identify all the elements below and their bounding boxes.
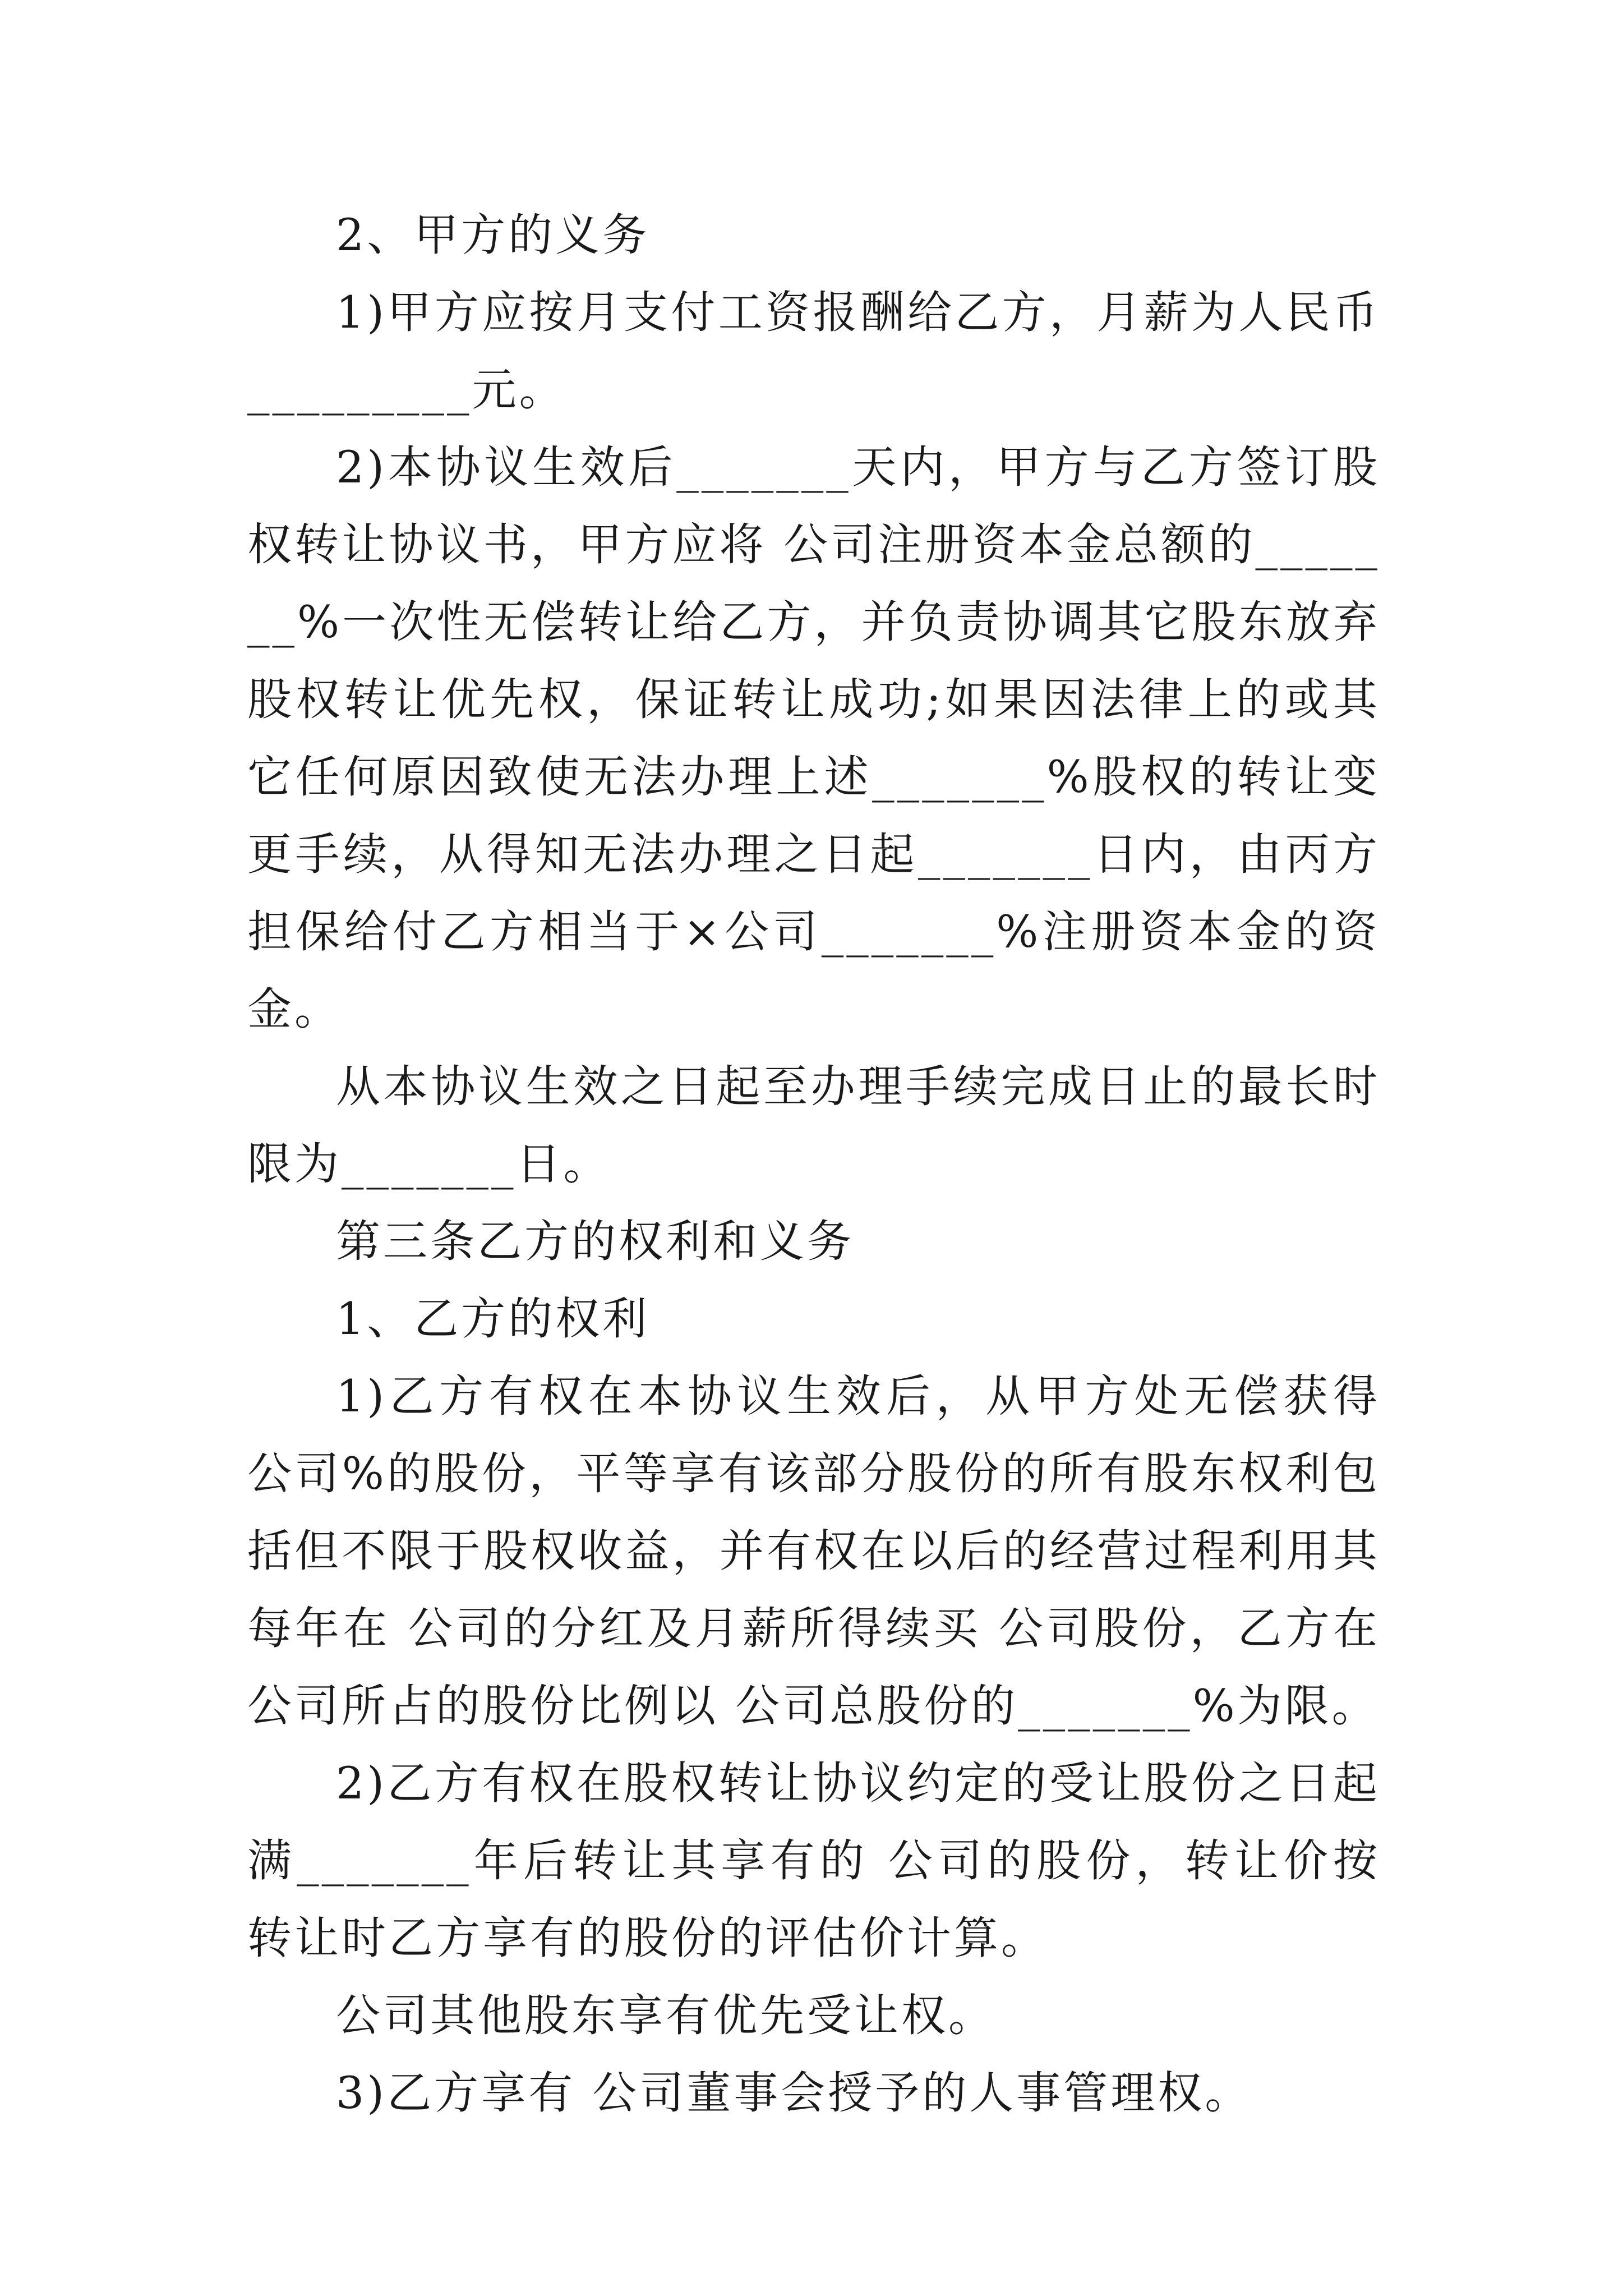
clause-share-transfer-right: 2)乙方有权在股权转让协议约定的受让股份之日起满_______年后转让其享有的 公司的股份，转让价按转让时乙方享有的股份的评估价计算。 <box>247 1757 1380 1964</box>
document-body <box>247 196 1380 2132</box>
clause-monthly-salary: 1)甲方应按月支付工资报酬给乙方，月薪为人民币_________元。 <box>247 287 1380 416</box>
section-heading-party-a-obligations: 2、甲方的义务 <box>336 209 650 261</box>
section-heading-party-b-rights: 1、乙方的权利 <box>336 1293 650 1345</box>
article-three-heading: 第三条乙方的权利和义务 <box>336 1216 854 1267</box>
clause-free-shares: 1)乙方有权在本协议生效后，从甲方处无偿获得 公司%的股份，平等享有该部分股份的所有股东权利包括但不限于股权收益，并有权在以后的经营过程利用其每年在 公司的分红及月薪所得续买 公司股份，乙方在 公司所占的股份比例以 公司总股份的_______%为限。 <box>247 1370 1380 1732</box>
clause-preemptive-right: 公司其他股东享有优先受让权。 <box>336 1990 995 2041</box>
clause-equity-transfer: 2)本协议生效后_______天内，甲方与乙方签订股权转让协议书，甲方应将 公司注册资本金总额的_______%一次性无偿转让给乙方，并负责协调其它股东放弃股权转让优先权，保证转让成功;如果因法律上的或其它任何原因致使无法办理上述_______%股权的转让变更手续，从得知无法办理之日起_______日内，由丙方担保给付乙方相当于×公司_______%注册资本金的资金。 <box>247 441 1380 1035</box>
clause-personnel-management: 3)乙方享有 公司董事会授予的人事管理权。 <box>336 2067 1252 2119</box>
clause-time-limit: 从本协议生效之日起至办理手续完成日止的最长时限为_______日。 <box>247 1061 1380 1190</box>
